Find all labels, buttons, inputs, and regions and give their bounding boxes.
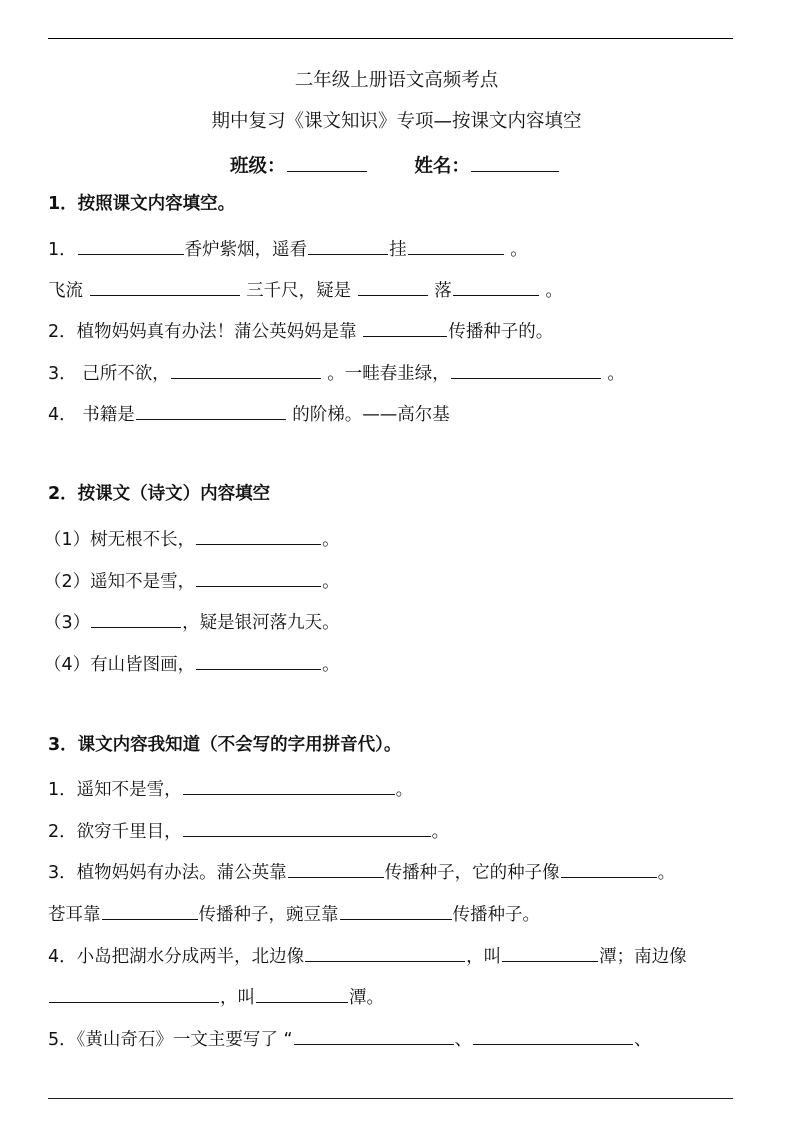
question-line: 1．遥知不是雪， 。	[48, 776, 413, 801]
name-blank[interactable]	[471, 153, 559, 172]
answer-blank[interactable]	[78, 236, 184, 255]
footer-rule	[48, 1098, 733, 1099]
question-line: （4）有山皆图画， 。	[44, 651, 340, 676]
answer-blank[interactable]	[90, 277, 240, 296]
answer-blank[interactable]	[196, 651, 321, 670]
section-2-heading: 2．按课文（诗文）内容填空	[48, 484, 271, 504]
page-title: 二年级上册语文高频考点	[294, 70, 499, 91]
answer-blank[interactable]	[196, 568, 321, 587]
answer-blank[interactable]	[196, 526, 321, 545]
answer-blank[interactable]	[183, 818, 431, 837]
answer-blank[interactable]	[288, 859, 384, 878]
class-name-row	[230, 153, 560, 178]
answer-blank[interactable]	[358, 277, 428, 296]
question-line: 2．植物妈妈真有办法！蒲公英妈妈是靠 传播种子的。	[48, 318, 553, 343]
name-label: 姓名：	[414, 156, 470, 177]
question-line: 1． 香炉紫烟，遥看 挂 。	[48, 236, 528, 261]
page-subtitle: 期中复习《课文知识》专项—按课文内容填空	[211, 111, 582, 132]
answer-blank[interactable]	[451, 360, 601, 379]
answer-blank[interactable]	[256, 984, 348, 1003]
question-line: 4．小岛把湖水分成两半，北边像 ，叫 潭；南边像	[48, 943, 687, 968]
answer-blank[interactable]	[473, 1026, 633, 1045]
question-line: 飞流 三千尺，疑是 落 。	[48, 277, 563, 302]
class-blank[interactable]	[287, 153, 367, 172]
question-line: 3．植物妈妈有办法。蒲公英靠 传播种子，它的种子像 。	[48, 859, 675, 884]
question-line: （1）树无根不长， 。	[44, 526, 340, 551]
answer-blank[interactable]	[502, 943, 598, 962]
question-line: ，叫 潭。	[48, 984, 384, 1009]
question-line: 3． 己所不欲， 。一畦春韭绿， 。	[48, 360, 625, 385]
section-3-heading: 3．课文内容我知道（不会写的字用拼音代）。	[48, 735, 402, 755]
answer-blank[interactable]	[308, 236, 388, 255]
section-1-heading: 1．按照课文内容填空。	[48, 194, 236, 214]
answer-blank[interactable]	[171, 360, 321, 379]
class-label: 班级：	[230, 156, 286, 177]
question-line: （2）遥知不是雪， 。	[44, 568, 340, 593]
answer-blank[interactable]	[102, 901, 198, 920]
question-line: 5．《黄山奇石》一文主要写了 “ 、 、	[48, 1026, 652, 1051]
answer-blank[interactable]	[183, 776, 395, 795]
answer-blank[interactable]	[561, 859, 657, 878]
answer-blank[interactable]	[305, 943, 465, 962]
question-line: 苍耳靠 传播种子，豌豆靠 传播种子。	[48, 901, 540, 926]
question-line: 4． 书籍是 的阶梯。——高尔基	[48, 401, 450, 426]
answer-blank[interactable]	[91, 609, 181, 628]
answer-blank[interactable]	[453, 277, 539, 296]
question-line: 2．欲穷千里目， 。	[48, 818, 449, 843]
question-line: （3） ，疑是银河落九天。	[44, 609, 340, 634]
answer-blank[interactable]	[340, 901, 452, 920]
answer-blank[interactable]	[363, 318, 447, 337]
answer-blank[interactable]	[408, 236, 504, 255]
header-rule	[48, 38, 733, 39]
answer-blank[interactable]	[294, 1026, 454, 1045]
answer-blank[interactable]	[49, 984, 219, 1003]
answer-blank[interactable]	[136, 401, 286, 420]
